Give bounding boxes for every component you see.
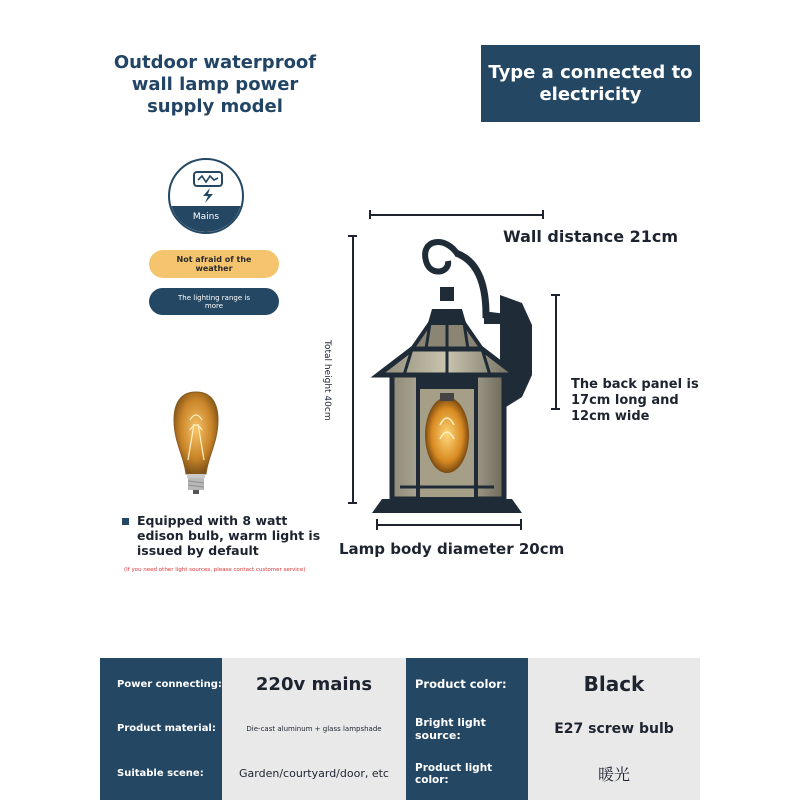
spec-power-value: 220v mains	[222, 658, 406, 710]
spec-color-label: Product color:	[406, 658, 528, 710]
wall-lamp-image	[360, 225, 540, 515]
spec-source-label: Bright light source:	[406, 710, 528, 747]
spec-scene-label: Suitable scene:	[100, 747, 222, 800]
spec-light-color-value: 暖光	[528, 747, 700, 800]
page-title: Outdoor waterproof wall lamp power supply model	[113, 52, 317, 117]
wall-distance-label: Wall distance 21cm	[503, 227, 679, 246]
type-banner-text: Type a connected to electricity	[488, 61, 693, 105]
spec-source-value: E27 screw bulb	[528, 710, 700, 747]
spec-scene-value: Garden/courtyard/door, etc	[222, 747, 406, 800]
height-tick-top	[348, 235, 357, 237]
weather-pill: Not afraid of the weather	[149, 250, 279, 278]
diameter-tick-left	[376, 519, 378, 530]
bullet-marker	[122, 518, 129, 525]
mains-badge	[168, 158, 244, 234]
back-panel-tick-bottom	[551, 408, 560, 410]
spec-power-label: Power connecting:	[100, 658, 222, 710]
back-panel-line	[555, 294, 557, 409]
lighting-range-pill: The lighting range is more	[149, 288, 279, 315]
wall-distance-tick-left	[369, 210, 371, 219]
edison-bulb-image	[168, 390, 224, 496]
power-icon	[192, 170, 224, 204]
bulb-description: Equipped with 8 watt edison bulb, warm light is issued by default	[137, 513, 321, 558]
spec-material-label: Product material:	[100, 710, 222, 747]
diameter-line	[376, 524, 521, 526]
mains-label: Mains	[170, 206, 242, 232]
spec-table	[100, 658, 700, 800]
wall-distance-tick-right	[542, 210, 544, 219]
height-line	[352, 235, 354, 503]
type-banner	[481, 45, 700, 122]
spec-color-value: Black	[528, 658, 700, 710]
height-tick-bottom	[348, 502, 357, 504]
wall-distance-line	[369, 214, 543, 216]
back-panel-label: The back panel is 17cm long and 12cm wide	[571, 377, 699, 424]
spec-material-value: Die-cast aluminum + glass lampshade	[222, 710, 406, 747]
light-source-note: (If you need other light sources, please contact customer service)	[124, 567, 306, 573]
height-label: Total height 40cm	[322, 340, 332, 421]
spec-light-color-label: Product light color:	[406, 747, 528, 800]
diameter-tick-right	[520, 519, 522, 530]
back-panel-tick-top	[551, 294, 560, 296]
diameter-label: Lamp body diameter 20cm	[339, 540, 565, 558]
